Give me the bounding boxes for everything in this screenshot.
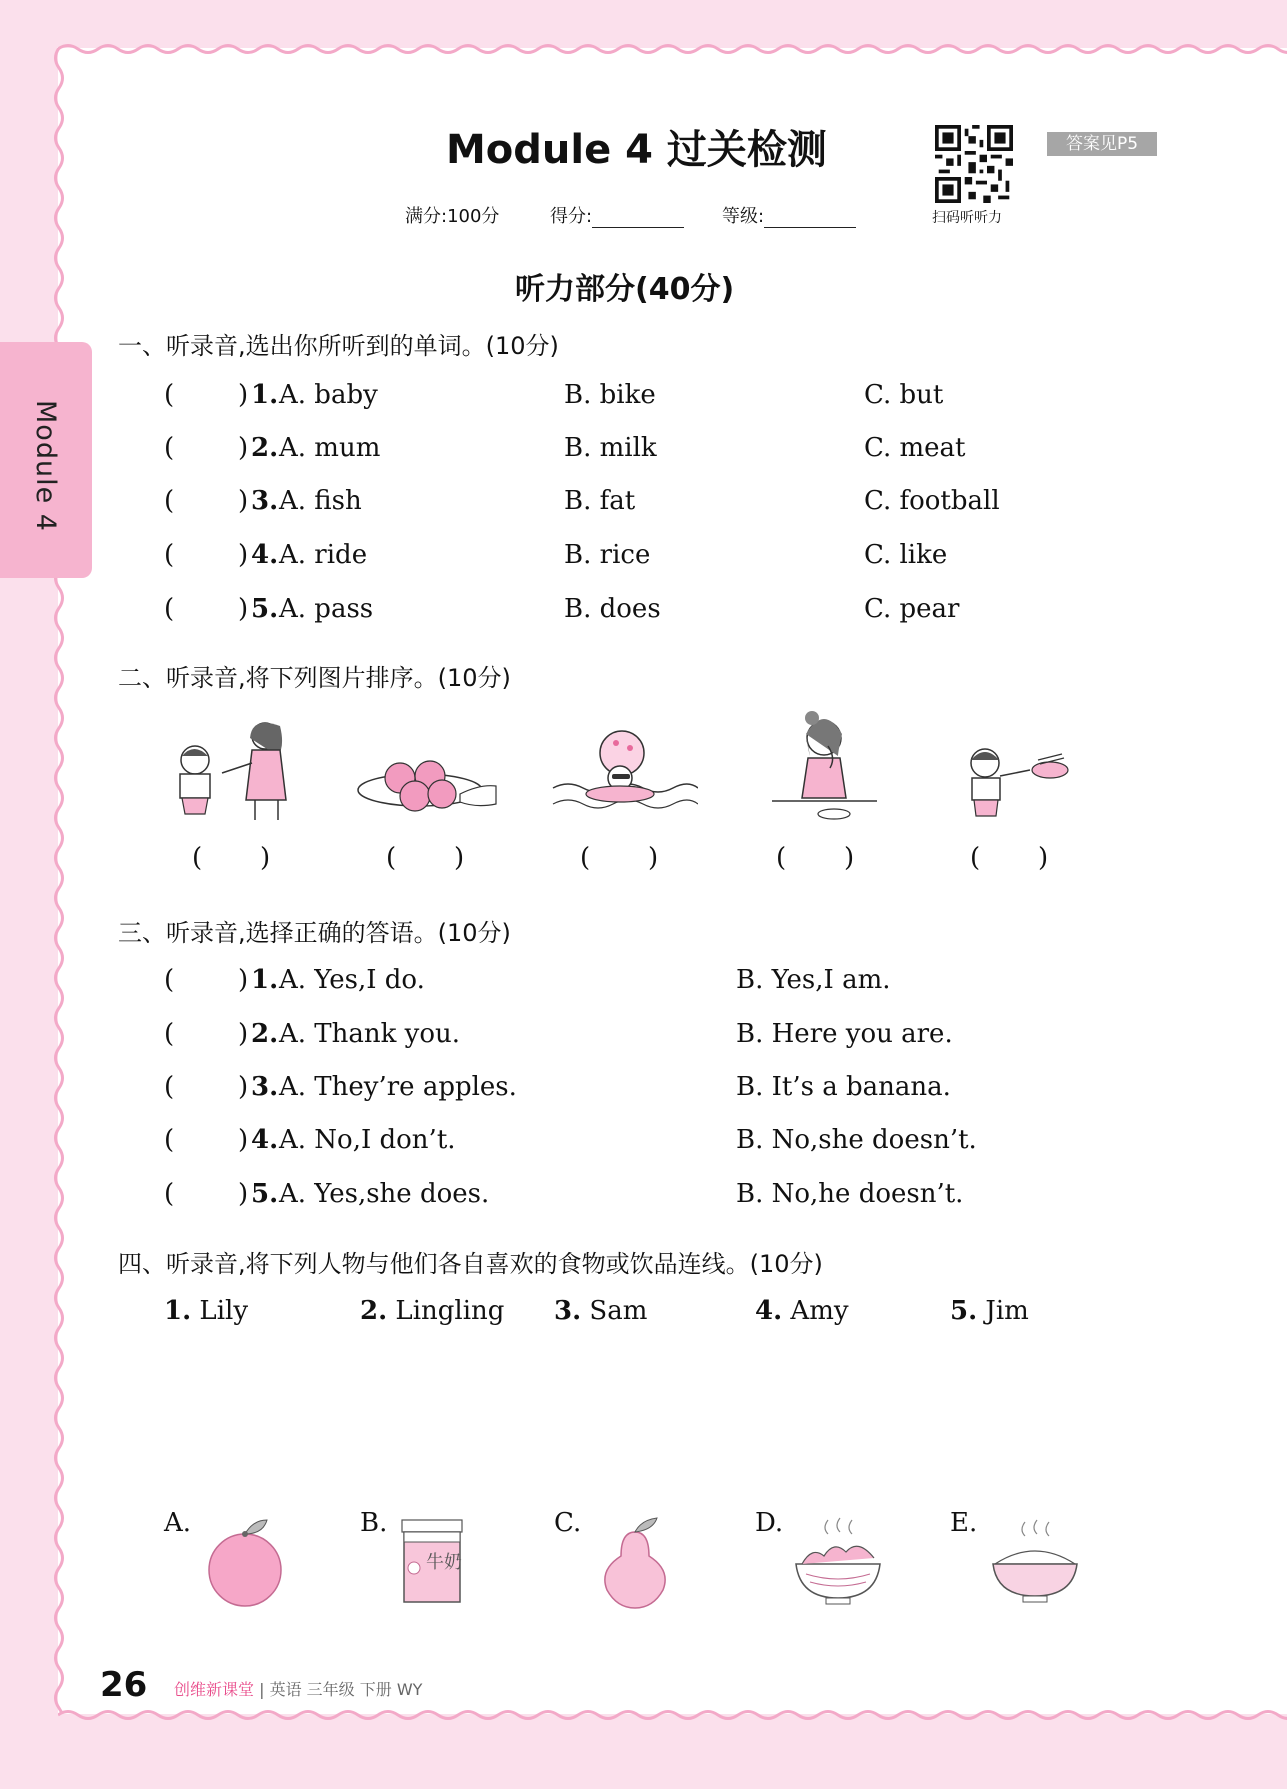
girl-swimming-picture <box>548 708 698 828</box>
page-number: 26 <box>100 1665 148 1705</box>
answer-paren-close: ) <box>238 380 249 410</box>
boy-and-woman-picture <box>160 708 310 828</box>
answer-paren-open[interactable]: ( <box>164 1072 175 1102</box>
answer-paren-close: ) <box>238 965 249 995</box>
food-label-b: B. <box>360 1508 388 1538</box>
option-b[interactable]: B. No,he doesn’t. <box>736 1179 964 1209</box>
rice-bowl-icon[interactable] <box>985 1512 1085 1612</box>
option-b[interactable]: B. does <box>564 594 661 624</box>
person-name: Lily <box>199 1296 249 1326</box>
answer-paren-close: ) <box>238 1019 249 1049</box>
noodles-bowl-icon[interactable] <box>788 1512 888 1612</box>
option-b[interactable]: B. rice <box>564 540 651 570</box>
item-number: 1. <box>251 380 279 410</box>
score-field[interactable] <box>550 202 684 228</box>
person-4[interactable] <box>755 1296 849 1326</box>
q2-answer-1[interactable]: ( ) <box>192 843 271 873</box>
milk-carton-icon[interactable] <box>390 1512 490 1612</box>
footer-brand: 创维新课堂 <box>174 1680 255 1699</box>
option-a[interactable]: A. Yes,she does. <box>279 1179 490 1209</box>
apples-plate-picture <box>350 708 500 828</box>
option-b[interactable]: B. fat <box>564 486 636 516</box>
person-number: 2. <box>360 1296 388 1326</box>
person-name: Lingling <box>395 1296 505 1326</box>
option-b[interactable]: B. milk <box>564 433 657 463</box>
answer-paren-open[interactable]: ( <box>164 1019 175 1049</box>
listening-section-heading: 听力部分(40分) <box>515 272 735 307</box>
item-number: 2. <box>251 433 279 463</box>
answer-paren-open[interactable]: ( <box>164 965 175 995</box>
option-b[interactable]: B. Yes,I am. <box>736 965 891 995</box>
answer-paren-open[interactable]: ( <box>164 380 175 410</box>
item-number: 3. <box>251 1072 279 1102</box>
food-label-a: A. <box>164 1508 192 1538</box>
option-a[interactable]: A. Thank you. <box>279 1019 461 1049</box>
option-a[interactable]: A. No,I don’t. <box>279 1125 456 1155</box>
grade-label: 等级: <box>722 206 765 227</box>
module-side-tab <box>0 342 92 578</box>
footer-details: 英语 三年级 下册 WY <box>269 1680 423 1699</box>
answer-paren-open[interactable]: ( <box>164 1125 175 1155</box>
milk-carton-text: 牛奶 <box>426 1552 462 1573</box>
q1-heading: 一、听录音,选出你所听到的单词。(10分) <box>118 332 559 360</box>
girl-eating-picture <box>752 708 902 828</box>
option-c[interactable]: C. meat <box>864 433 966 463</box>
q2-answer-4[interactable]: ( ) <box>776 843 855 873</box>
wave-border-left <box>50 48 68 1714</box>
option-b[interactable]: B. No,she doesn’t. <box>736 1125 977 1155</box>
item-number: 3. <box>251 486 279 516</box>
person-1[interactable] <box>164 1296 248 1326</box>
option-b[interactable]: B. It’s a banana. <box>736 1072 951 1102</box>
item-number: 2. <box>251 1019 279 1049</box>
option-c[interactable]: C. pear <box>864 594 960 624</box>
person-2[interactable] <box>360 1296 504 1326</box>
answer-paren-close: ) <box>238 486 249 516</box>
answer-paren-close: ) <box>238 433 249 463</box>
option-a[interactable]: A. mum <box>279 433 381 463</box>
food-label-e: E. <box>950 1508 978 1538</box>
answer-badge: 答案见P5 <box>1047 132 1157 156</box>
option-c[interactable]: C. but <box>864 380 944 410</box>
q2-heading: 二、听录音,将下列图片排序。(10分) <box>118 664 511 692</box>
side-tab-label: Module 4 <box>30 400 61 532</box>
q2-answer-2[interactable]: ( ) <box>386 843 465 873</box>
answer-paren-open[interactable]: ( <box>164 540 175 570</box>
option-c[interactable]: C. like <box>864 540 948 570</box>
footer-text: 创维新课堂 | 英语 三年级 下册 WY <box>174 1680 423 1699</box>
option-a[interactable]: A. ride <box>279 540 368 570</box>
answer-paren-close: ) <box>238 594 249 624</box>
food-label-c: C. <box>554 1508 582 1538</box>
wave-border-bottom <box>58 1706 1287 1724</box>
food-label-d: D. <box>755 1508 784 1538</box>
person-number: 5. <box>950 1296 978 1326</box>
item-number: 5. <box>251 594 279 624</box>
option-c[interactable]: C. football <box>864 486 1000 516</box>
item-number: 1. <box>251 965 279 995</box>
person-number: 4. <box>755 1296 783 1326</box>
person-name: Amy <box>790 1296 849 1326</box>
item-number: 4. <box>251 1125 279 1155</box>
option-a[interactable]: A. baby <box>279 380 378 410</box>
answer-paren-close: ) <box>238 1125 249 1155</box>
item-number: 5. <box>251 1179 279 1209</box>
answer-paren-open[interactable]: ( <box>164 1179 175 1209</box>
full-score-label: 满分:100分 <box>405 206 500 227</box>
pear-icon[interactable] <box>585 1512 685 1612</box>
option-b[interactable]: B. Here you are. <box>736 1019 953 1049</box>
answer-paren-close: ) <box>238 1179 249 1209</box>
qr-caption: 扫码听听力 <box>932 210 1002 226</box>
grade-blank[interactable] <box>764 207 856 228</box>
person-3[interactable] <box>554 1296 647 1326</box>
wave-border-top <box>58 40 1287 58</box>
grade-field[interactable] <box>722 202 856 228</box>
answer-paren-open[interactable]: ( <box>164 486 175 516</box>
option-b[interactable]: B. bike <box>564 380 656 410</box>
answer-paren-close: ) <box>238 540 249 570</box>
score-label: 得分: <box>550 206 593 227</box>
person-number: 3. <box>554 1296 582 1326</box>
qr-code-icon[interactable] <box>935 125 1013 203</box>
person-name: Sam <box>589 1296 648 1326</box>
q2-answer-5[interactable]: ( ) <box>970 843 1049 873</box>
person-5[interactable] <box>950 1296 1029 1326</box>
q3-heading: 三、听录音,选择正确的答语。(10分) <box>118 919 511 947</box>
item-number: 4. <box>251 540 279 570</box>
answer-paren-close: ) <box>238 1072 249 1102</box>
answer-paren-open[interactable]: ( <box>164 433 175 463</box>
page-title: Module 4 过关检测 <box>446 127 827 173</box>
option-a[interactable]: A. They’re apples. <box>279 1072 517 1102</box>
q2-answer-3[interactable]: ( ) <box>580 843 659 873</box>
person-name: Jim <box>985 1296 1029 1326</box>
answer-paren-open[interactable]: ( <box>164 594 175 624</box>
score-blank[interactable] <box>592 207 684 228</box>
option-a[interactable]: A. fish <box>279 486 362 516</box>
person-number: 1. <box>164 1296 192 1326</box>
option-a[interactable]: A. Yes,I do. <box>279 965 425 995</box>
q4-heading: 四、听录音,将下列人物与他们各自喜欢的食物或饮品连线。(10分) <box>118 1250 823 1278</box>
orange-icon[interactable] <box>195 1512 295 1612</box>
boy-eating-picture <box>950 708 1100 828</box>
option-a[interactable]: A. pass <box>279 594 374 624</box>
